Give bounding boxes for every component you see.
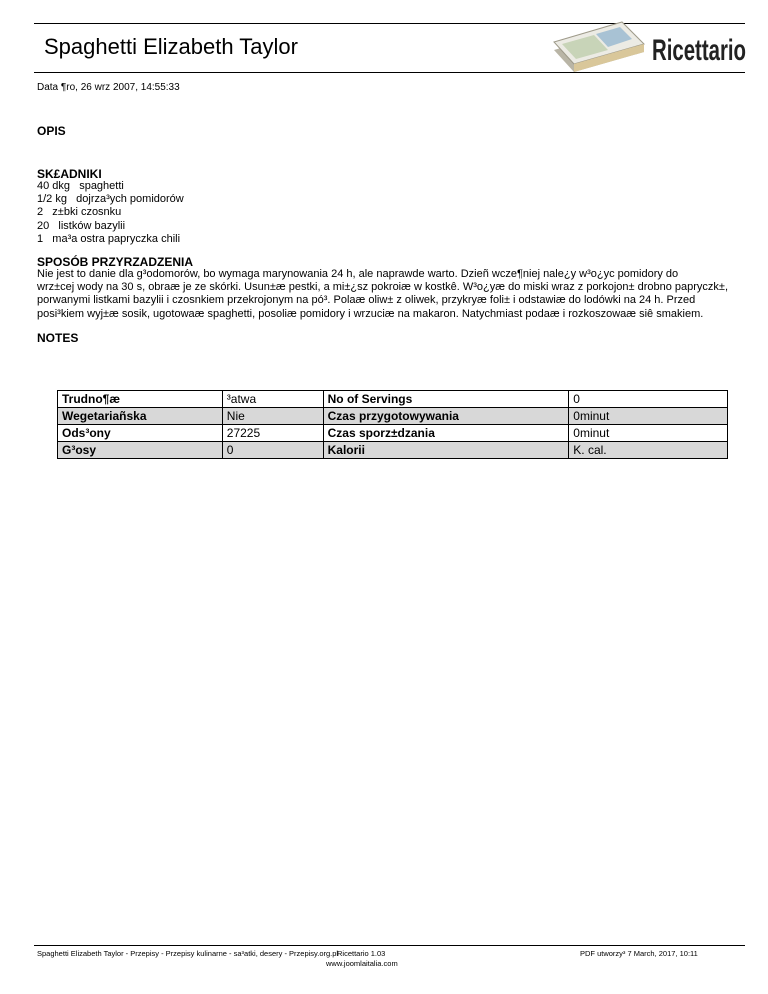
ingredients-list [37, 180, 184, 246]
footer-rule [34, 945, 745, 946]
preparation-line: wrz±cej wody na 30 s, obraæ je ze skórki. Usun±æ pestki, a mi±¿sz pokroiæ w kostkê. W³o¿yæ do miski wraz z porkojon± drobno papryczk±, [37, 281, 729, 294]
list-item: 40 dkg spaghetti [37, 180, 124, 192]
table-row [58, 442, 728, 459]
property-label: Trudno¶æ [58, 391, 223, 408]
footer-url: www.joomlaitalia.com [326, 959, 398, 968]
logo-text: Ricettario [652, 34, 746, 67]
recipe-book-icon [554, 22, 644, 72]
list-item: 1 ma³a ostra papryczka chili [37, 232, 181, 245]
section-heading-preparation: SPOSÓB PRZYRZADZENIA [37, 255, 194, 269]
table-row [58, 391, 728, 408]
properties-table [57, 390, 728, 459]
property-label: G³osy [58, 442, 223, 459]
section-heading-ingredients: SK£ADNIKI [37, 167, 102, 181]
footer-generator: Ricettario 1.03 [337, 949, 386, 958]
header-bottom-rule [34, 72, 745, 73]
preparation-text [37, 268, 747, 321]
property-value: 27225 [222, 425, 323, 442]
property-label: Wegetariañska [58, 408, 223, 425]
property-value: ³atwa [222, 391, 323, 408]
preparation-line: porwanymi listkami bazylii i czosnkiem przekrojonym na pó³. Polaæ oliw± z oliwek, przykryæ foli± i odstawiæ do lodówki na 24 h. Przed [37, 294, 696, 307]
property-value: 0minut [569, 408, 728, 425]
property-label: Kalorii [323, 442, 569, 459]
table-row [58, 408, 728, 425]
list-item: 1/2 kg dojrza³ych pomidorów [37, 193, 184, 206]
property-label: Czas sporz±dzania [323, 425, 569, 442]
property-value: K. cal. [569, 442, 728, 459]
list-item: 2 z±bki czosnku [37, 206, 122, 219]
footer-source: Spaghetti Elizabeth Taylor - Przepisy - Przepisy kulinarne - sa³atki, desery - Przepisy.org.pl [37, 949, 339, 958]
section-heading-notes: NOTES [37, 331, 79, 345]
date-line: Data ¶ro, 26 wrz 2007, 14:55:33 [37, 82, 180, 93]
preparation-line: Nie jest to danie dla g³odomorów, bo wymaga marynowania 24 h, ale naprawde warto. Dzieñ wcze¶niej nale¿y w³o¿yc pomidory do [37, 268, 679, 280]
page-title: Spaghetti Elizabeth Taylor [44, 34, 298, 59]
footer-created: PDF utworzy³ 7 March, 2017, 10:11 [580, 949, 698, 958]
property-value: 0 [222, 442, 323, 459]
section-heading-opis: OPIS [37, 124, 66, 138]
list-item: 20 listków bazylii [37, 219, 126, 232]
property-label: Czas przygotowywania [323, 408, 569, 425]
preparation-line: posi³kiem wyj±æ sosik, ugotowaæ spaghetti, posoliæ pomidory i wrzuciæ na makaron. Natychmiast podaæ i rozkoszowaæ siê smakiem. [37, 307, 704, 320]
property-value: Nie [222, 408, 323, 425]
property-value: 0 [569, 391, 728, 408]
table-row [58, 425, 728, 442]
ricettario-logo [552, 20, 748, 72]
property-value: 0minut [569, 425, 728, 442]
property-label: No of Servings [323, 391, 569, 408]
property-label: Ods³ony [58, 425, 223, 442]
